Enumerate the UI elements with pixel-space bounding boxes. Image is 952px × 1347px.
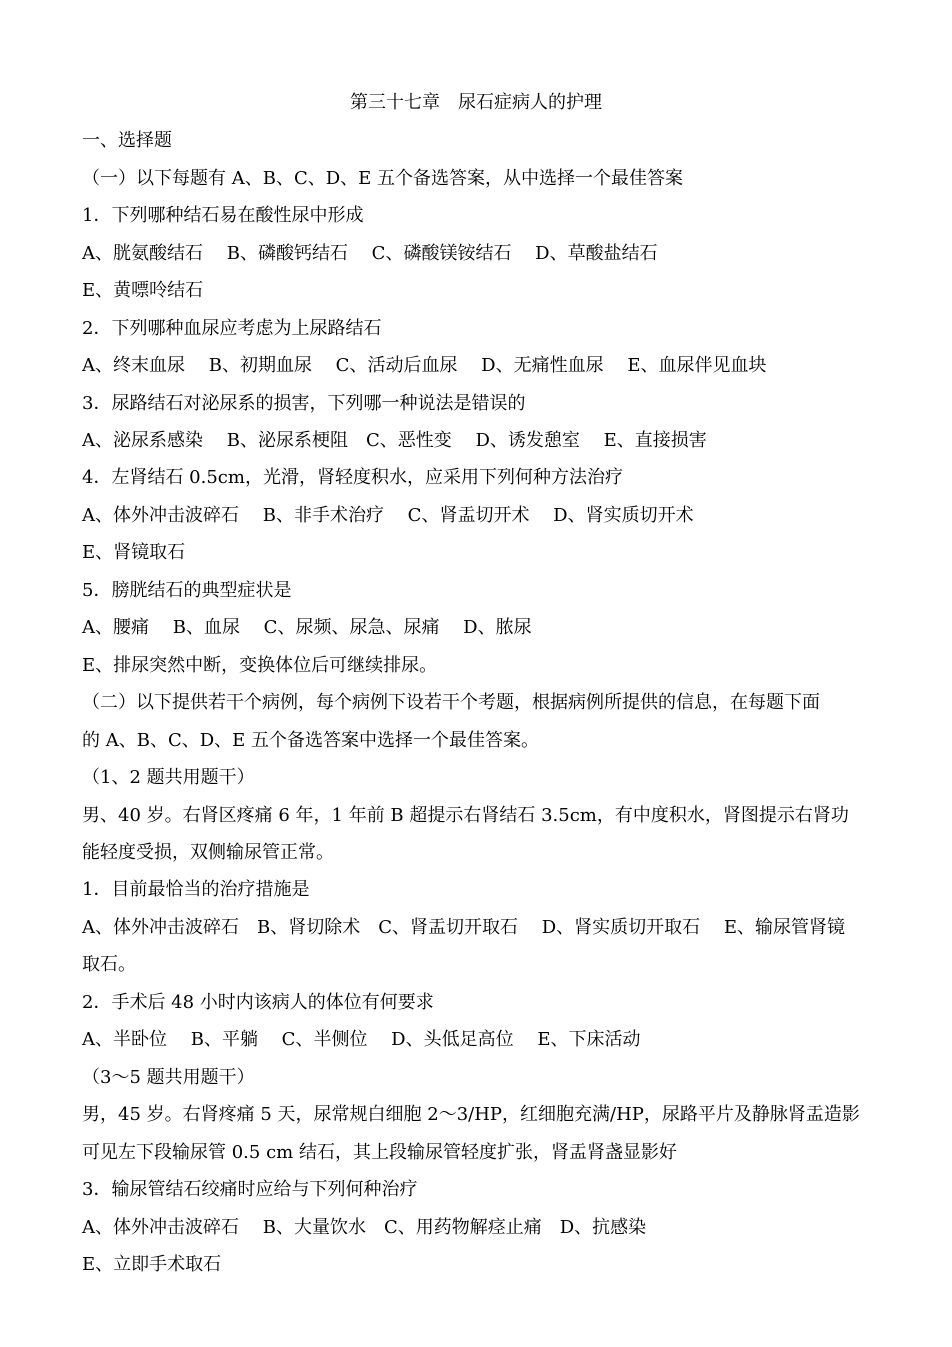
section-heading: 一、选择题 — [82, 130, 172, 151]
case-group-heading: （1、2 题共用题干） — [82, 767, 255, 788]
answer-options: E、黄嘌呤结石 — [82, 280, 204, 301]
question-text: 1．下列哪种结石易在酸性尿中形成 — [82, 205, 364, 226]
answer-options: E、肾镜取石 — [82, 542, 186, 563]
answer-options: 取石。 — [82, 954, 136, 975]
answer-options: A、胱氨酸结石 B、磷酸钙结石 C、磷酸镁铵结石 D、草酸盐结石 — [82, 243, 658, 264]
answer-options: A、体外冲击波碎石 B、大量饮水 C、用药物解痉止痛 D、抗感染 — [82, 1217, 647, 1238]
answer-options: A、终末血尿 B、初期血尿 C、活动后血尿 D、无痛性血尿 E、血尿伴见血块 — [82, 355, 767, 376]
answer-options: A、半卧位 B、平躺 C、半侧位 D、头低足高位 E、下床活动 — [82, 1029, 641, 1050]
question-text: 2．下列哪种血尿应考虑为上尿路结石 — [82, 318, 382, 339]
chapter-title: 第三十七章 尿石症病人的护理 — [350, 92, 602, 113]
question-text: 1．目前最恰当的治疗措施是 — [82, 879, 310, 900]
answer-options: A、体外冲击波碎石 B、非手术治疗 C、肾盂切开术 D、肾实质切开术 — [82, 505, 694, 526]
question-text: 3．输尿管结石绞痛时应给与下列何种治疗 — [82, 1179, 418, 1200]
instruction-text: （一）以下每题有 A、B、C、D、E 五个备选答案，从中选择一个最佳答案 — [82, 168, 684, 189]
answer-options: E、立即手术取石 — [82, 1254, 222, 1275]
case-group-heading: （3～5 题共用题干） — [82, 1067, 255, 1088]
instruction-text: 的 A、B、C、D、E 五个备选答案中选择一个最佳答案。 — [82, 730, 540, 751]
case-stem: 男，45 岁。右肾疼痛 5 天，尿常规白细胞 2～3/HP，红细胞充满/HP，尿路平片及静脉肾盂造影 — [82, 1104, 860, 1125]
question-text: 2．手术后 48 小时内该病人的体位有何要求 — [82, 992, 434, 1013]
answer-options: A、体外冲击波碎石 B、肾切除术 C、肾盂切开取石 D、肾实质切开取石 E、输尿管肾镜 — [82, 917, 846, 938]
question-text: 5．膀胱结石的典型症状是 — [82, 580, 292, 601]
question-text: 4．左肾结石 0.5cm，光滑，肾轻度积水，应采用下列何种方法治疗 — [82, 467, 623, 488]
question-text: 3．尿路结石对泌尿系的损害，下列哪一种说法是错误的 — [82, 393, 526, 414]
case-stem: 可见左下段输尿管 0.5 cm 结石，其上段输尿管轻度扩张，肾盂肾盏显影好 — [82, 1142, 677, 1163]
answer-options: A、泌尿系感染 B、泌尿系梗阻 C、恶性变 D、诱发憩室 E、直接损害 — [82, 430, 707, 451]
answer-options: E、排尿突然中断，变换体位后可继续排尿。 — [82, 655, 438, 676]
case-stem: 男、40 岁。右肾区疼痛 6 年，1 年前 B 超提示右肾结石 3.5cm，有中度积水，肾图提示右肾功 — [82, 805, 849, 826]
instruction-text: （二）以下提供若干个病例，每个病例下设若干个考题，根据病例所提供的信息，在每题下面 — [82, 692, 820, 713]
case-stem: 能轻度受损，双侧输尿管正常。 — [82, 842, 334, 863]
answer-options: A、腰痛 B、血尿 C、尿频、尿急、尿痛 D、脓尿 — [82, 617, 532, 638]
